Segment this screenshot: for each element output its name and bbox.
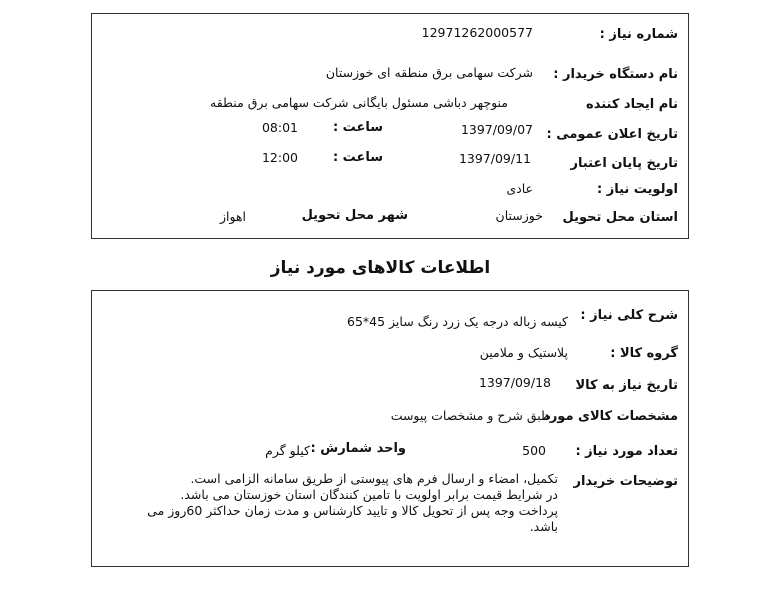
buyer-note-line: تکمیل، امضاء و ارسال فرم های پیوستی از طریق سامانه الزامی است. [190,471,558,486]
deadline-time-label: ساعت : [332,150,383,165]
priority-label: اولویت نیاز : [596,182,678,197]
announce-time-value: 08:01 [261,120,298,135]
goods-panel [91,290,689,567]
buyer-org-value: شرکت سهامی برق منطقه ای خوزستان [325,65,533,80]
announce-date-label: تاریخ اعلان عمومی : [546,127,678,142]
buyer-notes-label: توضیحات خریدار [573,474,678,489]
buyer-note-line: باشد. [529,519,558,534]
goods-group-value: پلاستیک و ملامین [479,345,568,360]
buyer-org-label: نام دستگاه خریدار : [553,67,678,82]
need-number-label: شماره نیاز : [599,27,678,42]
announce-date-value: 1397/09/07 [460,122,533,137]
priority-value: عادی [506,181,533,196]
city-value: اهواز [219,209,246,224]
province-label: استان محل تحویل [562,210,678,225]
deadline-time-value: 12:00 [261,150,298,165]
description-value: کیسه زباله درجه یک زرد رنگ سایز 45*65 [347,314,568,329]
quantity-label: تعداد مورد نیاز : [575,444,678,459]
deadline-date-value: 1397/09/11 [458,151,531,166]
goods-group-label: گروه کالا : [610,346,678,361]
specs-label: مشخصات کالای مورد [543,409,678,424]
buyer-note-line: در شرایط قیمت برابر اولویت با تامین کنندگان استان خوزستان می باشد. [180,487,558,502]
unit-value: کیلو گرم [265,443,310,458]
announce-time-label: ساعت : [332,120,383,135]
creator-value: منوچهر دباشی مسئول بایگانی شرکت سهامی برق منطقه [210,95,508,110]
quantity-value: 500 [522,443,546,458]
description-label: شرح کلی نیاز : [580,308,678,323]
deadline-date-label: تاریخ پایان اعتبار [570,156,678,171]
need-date-label: تاریخ نیاز به کالا [575,378,678,393]
buyer-note-line: پرداخت وجه پس از تحویل کالا و تایید کارشناس و مدت زمان حداکثر 60روز می [147,503,558,518]
need-date-value: 1397/09/18 [478,375,551,390]
need-number-value: 12971262000577 [421,25,533,40]
creator-label: نام ایجاد کننده [586,97,678,112]
province-value: خوزستان [495,208,543,223]
section-title: اطلاعات کالاهای مورد نیاز [270,258,491,278]
city-label: شهر محل تحویل [301,208,408,223]
unit-label: واحد شمارش : [310,441,406,456]
specs-value: طبق شرح و مشخصات پیوست [390,408,551,423]
need-header-panel [91,13,689,239]
buyer-notes [118,471,558,535]
